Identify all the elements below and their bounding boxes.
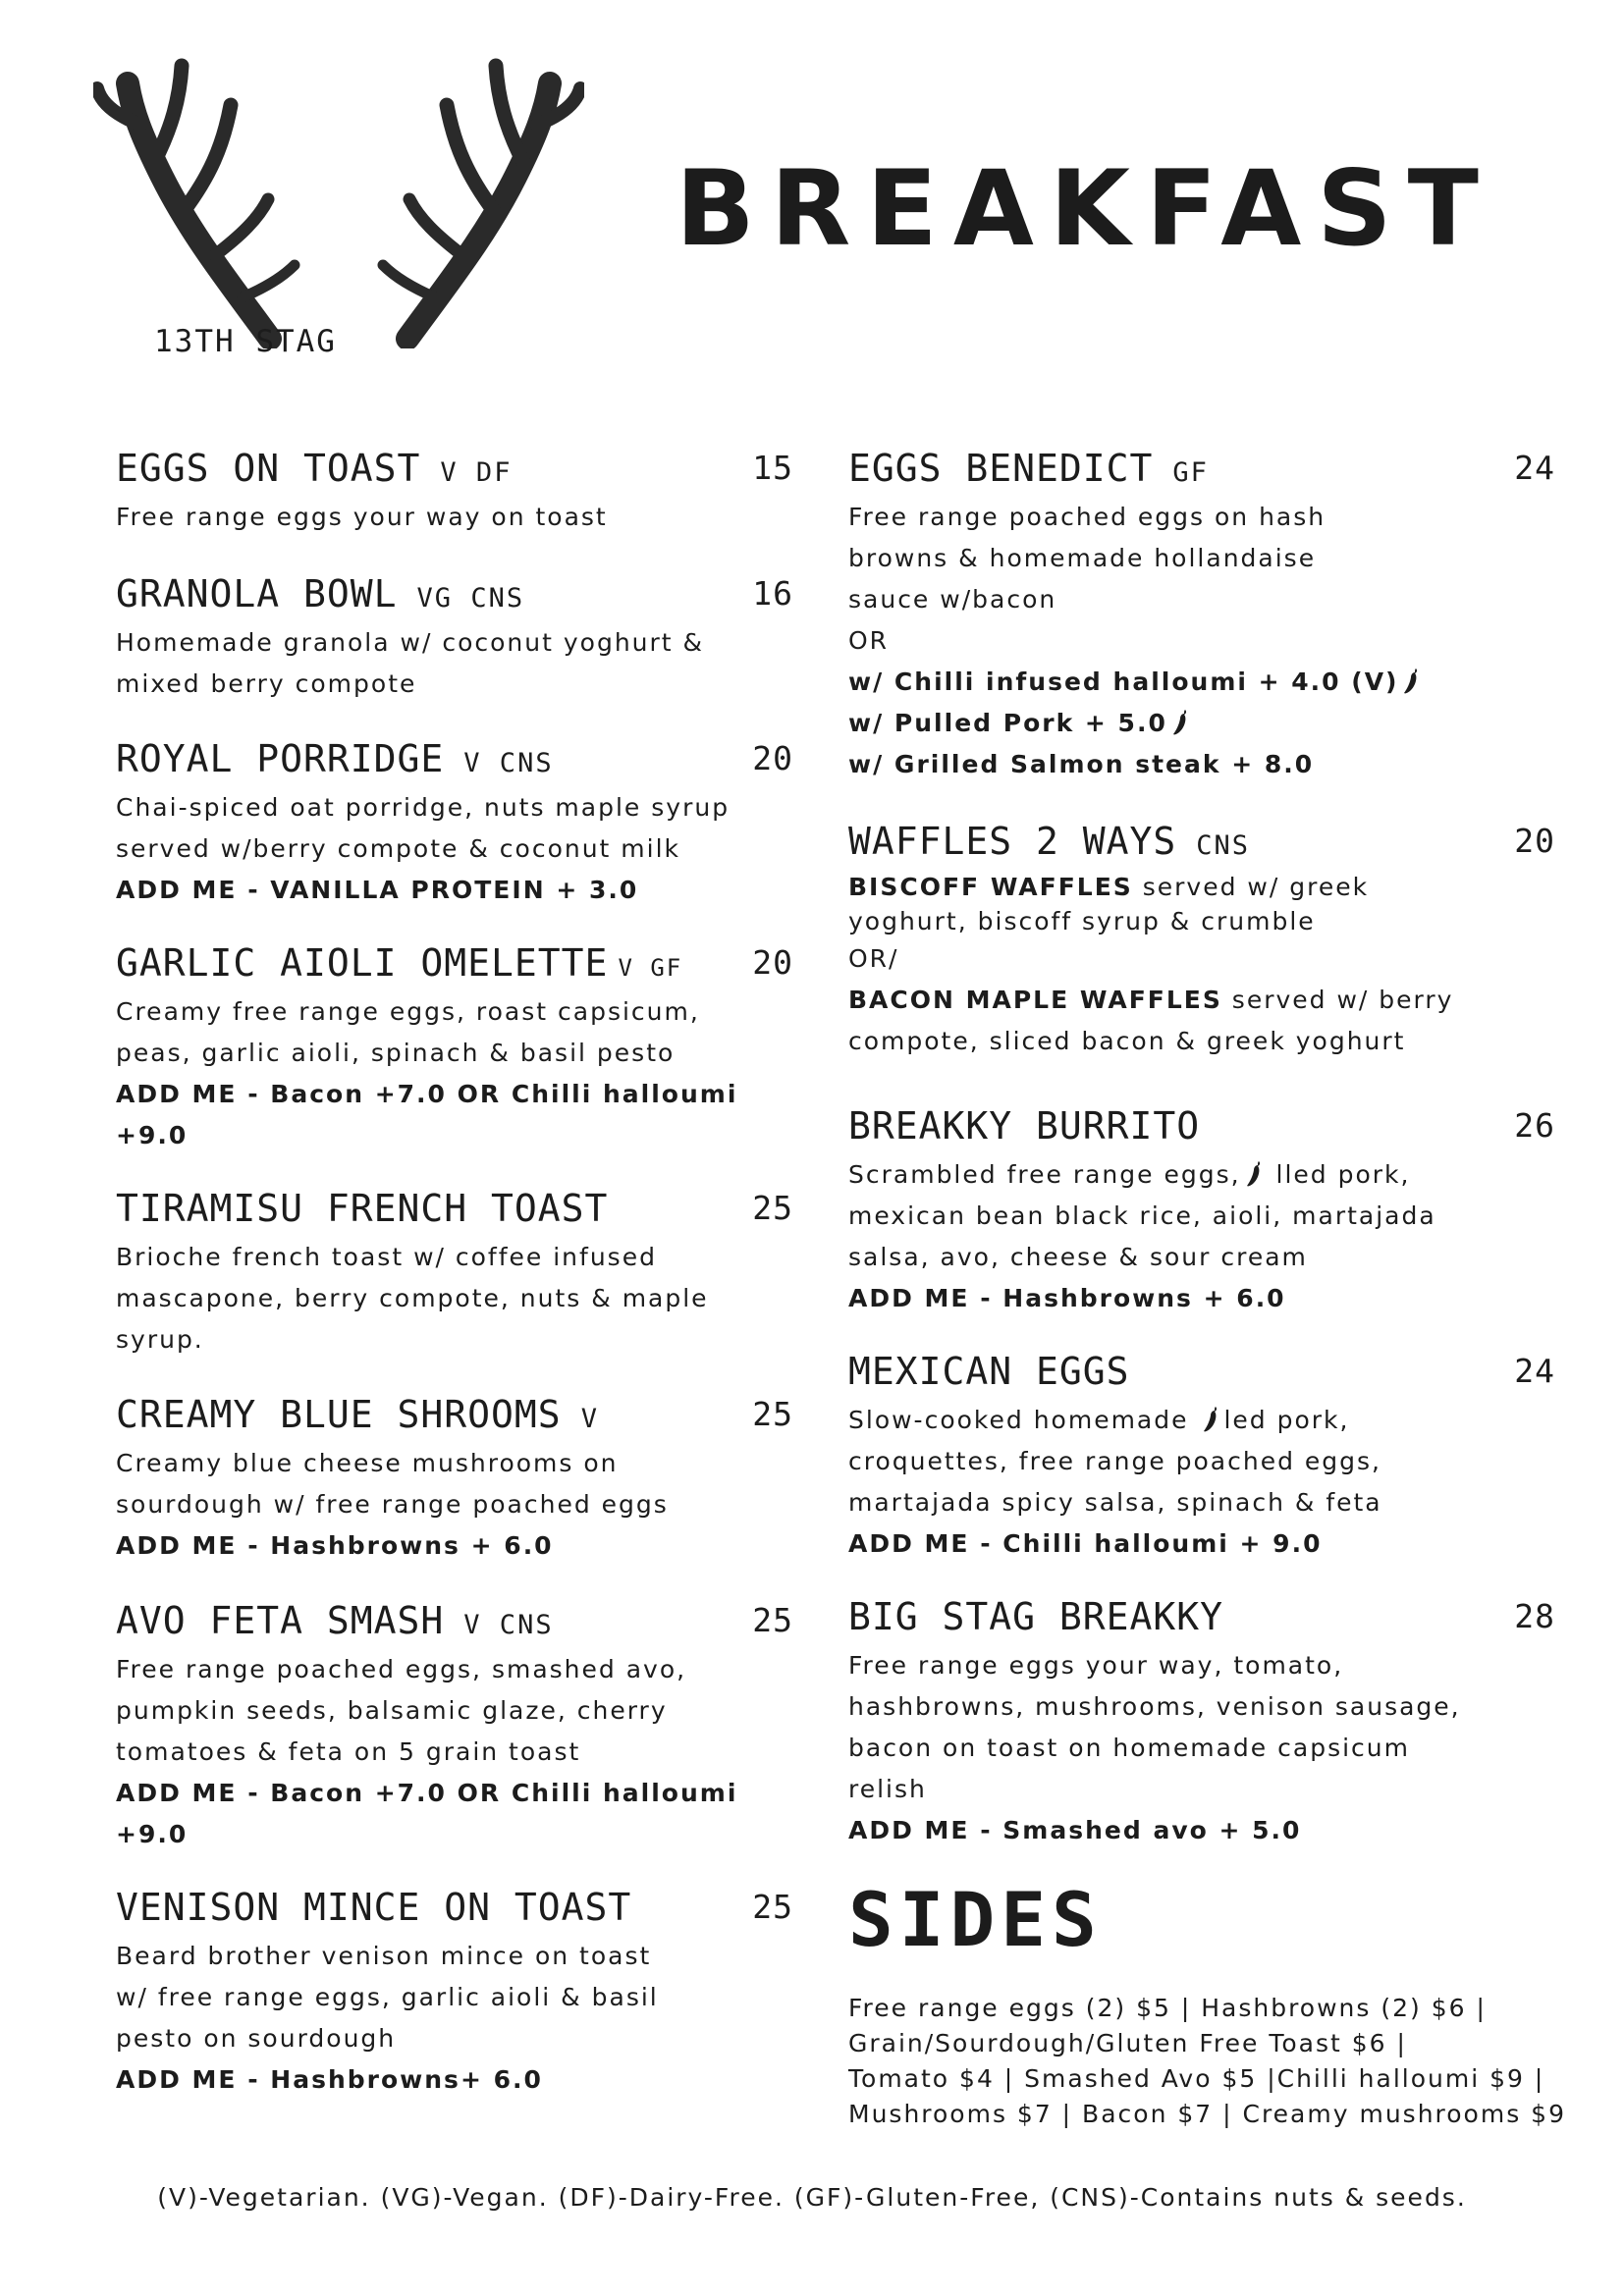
- item-description: w/ free range eggs, garlic aioli & basil: [116, 1983, 659, 2011]
- item-description: OR/: [848, 944, 899, 973]
- item-description: croquettes, free range poached eggs,: [848, 1447, 1382, 1475]
- item-name: GARLIC AIOLI OMELETTE: [116, 941, 609, 985]
- item-description: Homemade granola w/ coconut yoghurt &: [116, 628, 705, 657]
- option-text: w/ Chilli infused halloumi + 4.0 (V): [848, 667, 1399, 696]
- chili-icon: [1402, 667, 1424, 696]
- description-text: led pork,: [1223, 1406, 1350, 1434]
- dietary-tags: V CNS: [463, 1610, 554, 1640]
- item-price: 26: [1514, 1106, 1555, 1145]
- waffle-option-name: BACON MAPLE WAFFLES: [848, 986, 1222, 1014]
- item-description: Creamy free range eggs, roast capsicum,: [116, 997, 700, 1026]
- item-description: [848, 1154, 1555, 1196]
- menu-column-right: [848, 440, 1566, 2132]
- item-name: BIG STAG BREAKKY: [848, 1595, 1224, 1638]
- item-description: pesto on sourdough: [116, 2024, 397, 2053]
- item-description: bacon on toast on homemade capsicum: [848, 1734, 1410, 1762]
- item-name: VENISON MINCE ON TOAST: [116, 1886, 632, 1929]
- dietary-legend: (V)-Vegetarian. (VG)-Vegan. (DF)-Dairy-Free. (GF)-Gluten-Free, (CNS)-Contains nuts & seeds.: [157, 2183, 1467, 2212]
- item-description: browns & homemade hollandaise: [848, 544, 1317, 572]
- item-description: Free range eggs your way, tomato,: [848, 1651, 1344, 1680]
- menu-item: [116, 934, 793, 1180]
- item-price: 25: [752, 1395, 793, 1433]
- menu-item: [848, 1097, 1555, 1343]
- menu-column-left: [116, 440, 793, 2105]
- item-description: Beard brother venison mince on toast: [116, 1942, 652, 1970]
- item-description: mascapone, berry compote, nuts & maple: [116, 1284, 709, 1312]
- waffle-option-text: served w/ greek: [1132, 873, 1370, 901]
- item-name: EGGS BENEDICT: [848, 447, 1154, 490]
- item-name: ROYAL PORRIDGE: [116, 737, 445, 780]
- item-price: 25: [752, 1189, 793, 1227]
- menu-item: [848, 813, 1555, 1097]
- sides-section: [848, 1876, 1566, 2132]
- dietary-tags: V CNS: [463, 748, 554, 778]
- item-description: peas, garlic aioli, spinach & basil pesto: [116, 1039, 676, 1067]
- item-addon: ADD ME - Hashbrowns + 6.0: [848, 1284, 1286, 1312]
- item-addon: +9.0: [116, 1820, 189, 1848]
- item-description: salsa, avo, cheese & sour cream: [848, 1243, 1308, 1271]
- item-description: pumpkin seeds, balsamic glaze, cherry: [116, 1696, 668, 1725]
- menu-item: [848, 1588, 1555, 1883]
- dietary-tags: CNS: [1196, 830, 1251, 861]
- waffle-option-text: served w/ berry: [1221, 986, 1454, 1014]
- item-description: sauce w/bacon: [848, 585, 1057, 614]
- sides-line: Tomato $4 | Smashed Avo $5 |Chilli halloumi $9 |: [848, 2064, 1545, 2093]
- item-description: OR: [848, 626, 890, 655]
- item-name: BREAKKY BURRITO: [848, 1104, 1201, 1148]
- sides-line: Grain/Sourdough/Gluten Free Toast $6 |: [848, 2029, 1407, 2057]
- sides-line: Mushrooms $7 | Bacon $7 | Creamy mushrooms $9: [848, 2100, 1566, 2128]
- item-description: Brioche french toast w/ coffee infused: [116, 1243, 657, 1271]
- item-description: mexican bean black rice, aioli, martajada: [848, 1201, 1436, 1230]
- item-description: Chai-spiced oat porridge, nuts maple syrup: [116, 793, 731, 822]
- item-description: sourdough w/ free range poached eggs: [116, 1490, 669, 1519]
- brand-logo: [93, 54, 584, 368]
- item-price: 15: [752, 449, 793, 487]
- menu-item: [848, 440, 1555, 813]
- item-addon: ADD ME - Hashbrowns + 6.0: [116, 1531, 554, 1560]
- menu-item: [116, 730, 793, 934]
- item-description: yoghurt, biscoff syrup & crumble: [848, 907, 1316, 935]
- item-addon: ADD ME - Bacon +7.0 OR Chilli halloumi: [116, 1779, 738, 1807]
- menu-item: [116, 565, 793, 730]
- item-description: hashbrowns, mushrooms, venison sausage,: [848, 1692, 1461, 1721]
- item-description: Creamy blue cheese mushrooms on: [116, 1449, 619, 1477]
- item-name: EGGS ON TOAST: [116, 447, 421, 490]
- item-description: syrup.: [116, 1325, 204, 1354]
- item-description: [848, 1400, 1555, 1441]
- brand-name: 13TH STAG: [154, 324, 337, 359]
- item-addon: ADD ME - Chilli halloumi + 9.0: [848, 1529, 1323, 1558]
- menu-item: [116, 1592, 793, 1879]
- menu-item: [848, 1343, 1555, 1588]
- item-price: 25: [752, 1888, 793, 1926]
- item-option: w/ Grilled Salmon steak + 8.0: [848, 750, 1315, 778]
- item-description: served w/berry compote & coconut milk: [116, 834, 681, 863]
- item-price: 20: [752, 739, 793, 777]
- option-text: w/ Pulled Pork + 5.0: [848, 709, 1167, 737]
- item-addon: ADD ME - Smashed avo + 5.0: [848, 1816, 1302, 1844]
- sides-line: Free range eggs (2) $5 | Hashbrowns (2) $6 |: [848, 1994, 1487, 2022]
- item-name: TIRAMISU FRENCH TOAST: [116, 1187, 609, 1230]
- dietary-tags: V: [580, 1404, 599, 1434]
- description-text: lled pork,: [1275, 1160, 1411, 1189]
- menu-item: [116, 1180, 793, 1386]
- item-description: Free range eggs your way on toast: [116, 503, 608, 531]
- item-addon: ADD ME - Hashbrowns+ 6.0: [116, 2065, 543, 2094]
- chili-icon: [1245, 1159, 1267, 1189]
- antlers-icon: [93, 54, 584, 348]
- item-name: AVO FETA SMASH: [116, 1599, 445, 1642]
- description-text: Slow-cooked homemade: [848, 1406, 1189, 1434]
- item-name: WAFFLES 2 WAYS: [848, 820, 1177, 863]
- item-description: [848, 870, 1555, 904]
- item-addon: ADD ME - Bacon +7.0 OR Chilli halloumi: [116, 1080, 738, 1108]
- dietary-tags: VG CNS: [416, 583, 525, 614]
- item-name: GRANOLA BOWL: [116, 572, 398, 615]
- item-description: Free range poached eggs on hash: [848, 503, 1326, 531]
- item-price: 24: [1514, 449, 1555, 487]
- item-price: 20: [1514, 822, 1555, 860]
- item-price: 28: [1514, 1597, 1555, 1635]
- item-option: [848, 703, 1555, 744]
- item-price: 25: [752, 1601, 793, 1639]
- item-description: [848, 980, 1555, 1021]
- item-description: Free range poached eggs, smashed avo,: [116, 1655, 687, 1683]
- chili-icon: [1202, 1405, 1223, 1434]
- menu-item: [116, 1879, 793, 2105]
- item-description: mixed berry compote: [116, 669, 417, 698]
- sides-list: [848, 1991, 1566, 2132]
- item-price: 16: [752, 574, 793, 613]
- chili-icon: [1171, 708, 1193, 737]
- sides-heading: SIDES: [848, 1876, 1103, 1963]
- item-price: 24: [1514, 1352, 1555, 1390]
- menu-item: [116, 1386, 793, 1592]
- item-description: compote, sliced bacon & greek yoghurt: [848, 1027, 1406, 1055]
- item-addon: ADD ME - VANILLA PROTEIN + 3.0: [116, 876, 639, 904]
- item-option: [848, 662, 1555, 703]
- dietary-tags: V DF: [440, 457, 513, 488]
- item-price: 20: [752, 943, 793, 982]
- item-description: martajada spicy salsa, spinach & feta: [848, 1488, 1382, 1517]
- item-description: relish: [848, 1775, 927, 1803]
- waffle-option-name: BISCOFF WAFFLES: [848, 873, 1133, 901]
- menu-item: [116, 440, 793, 565]
- dietary-tags: V GF: [618, 954, 683, 982]
- page-title: BREAKFAST: [676, 148, 1494, 269]
- item-addon: +9.0: [116, 1121, 189, 1149]
- item-description: tomatoes & feta on 5 grain toast: [116, 1737, 581, 1766]
- item-name: CREAMY BLUE SHROOMS: [116, 1393, 562, 1436]
- item-name: MEXICAN EGGS: [848, 1350, 1130, 1393]
- dietary-tags: GF: [1172, 457, 1209, 488]
- description-text: Scrambled free range eggs,: [848, 1160, 1241, 1189]
